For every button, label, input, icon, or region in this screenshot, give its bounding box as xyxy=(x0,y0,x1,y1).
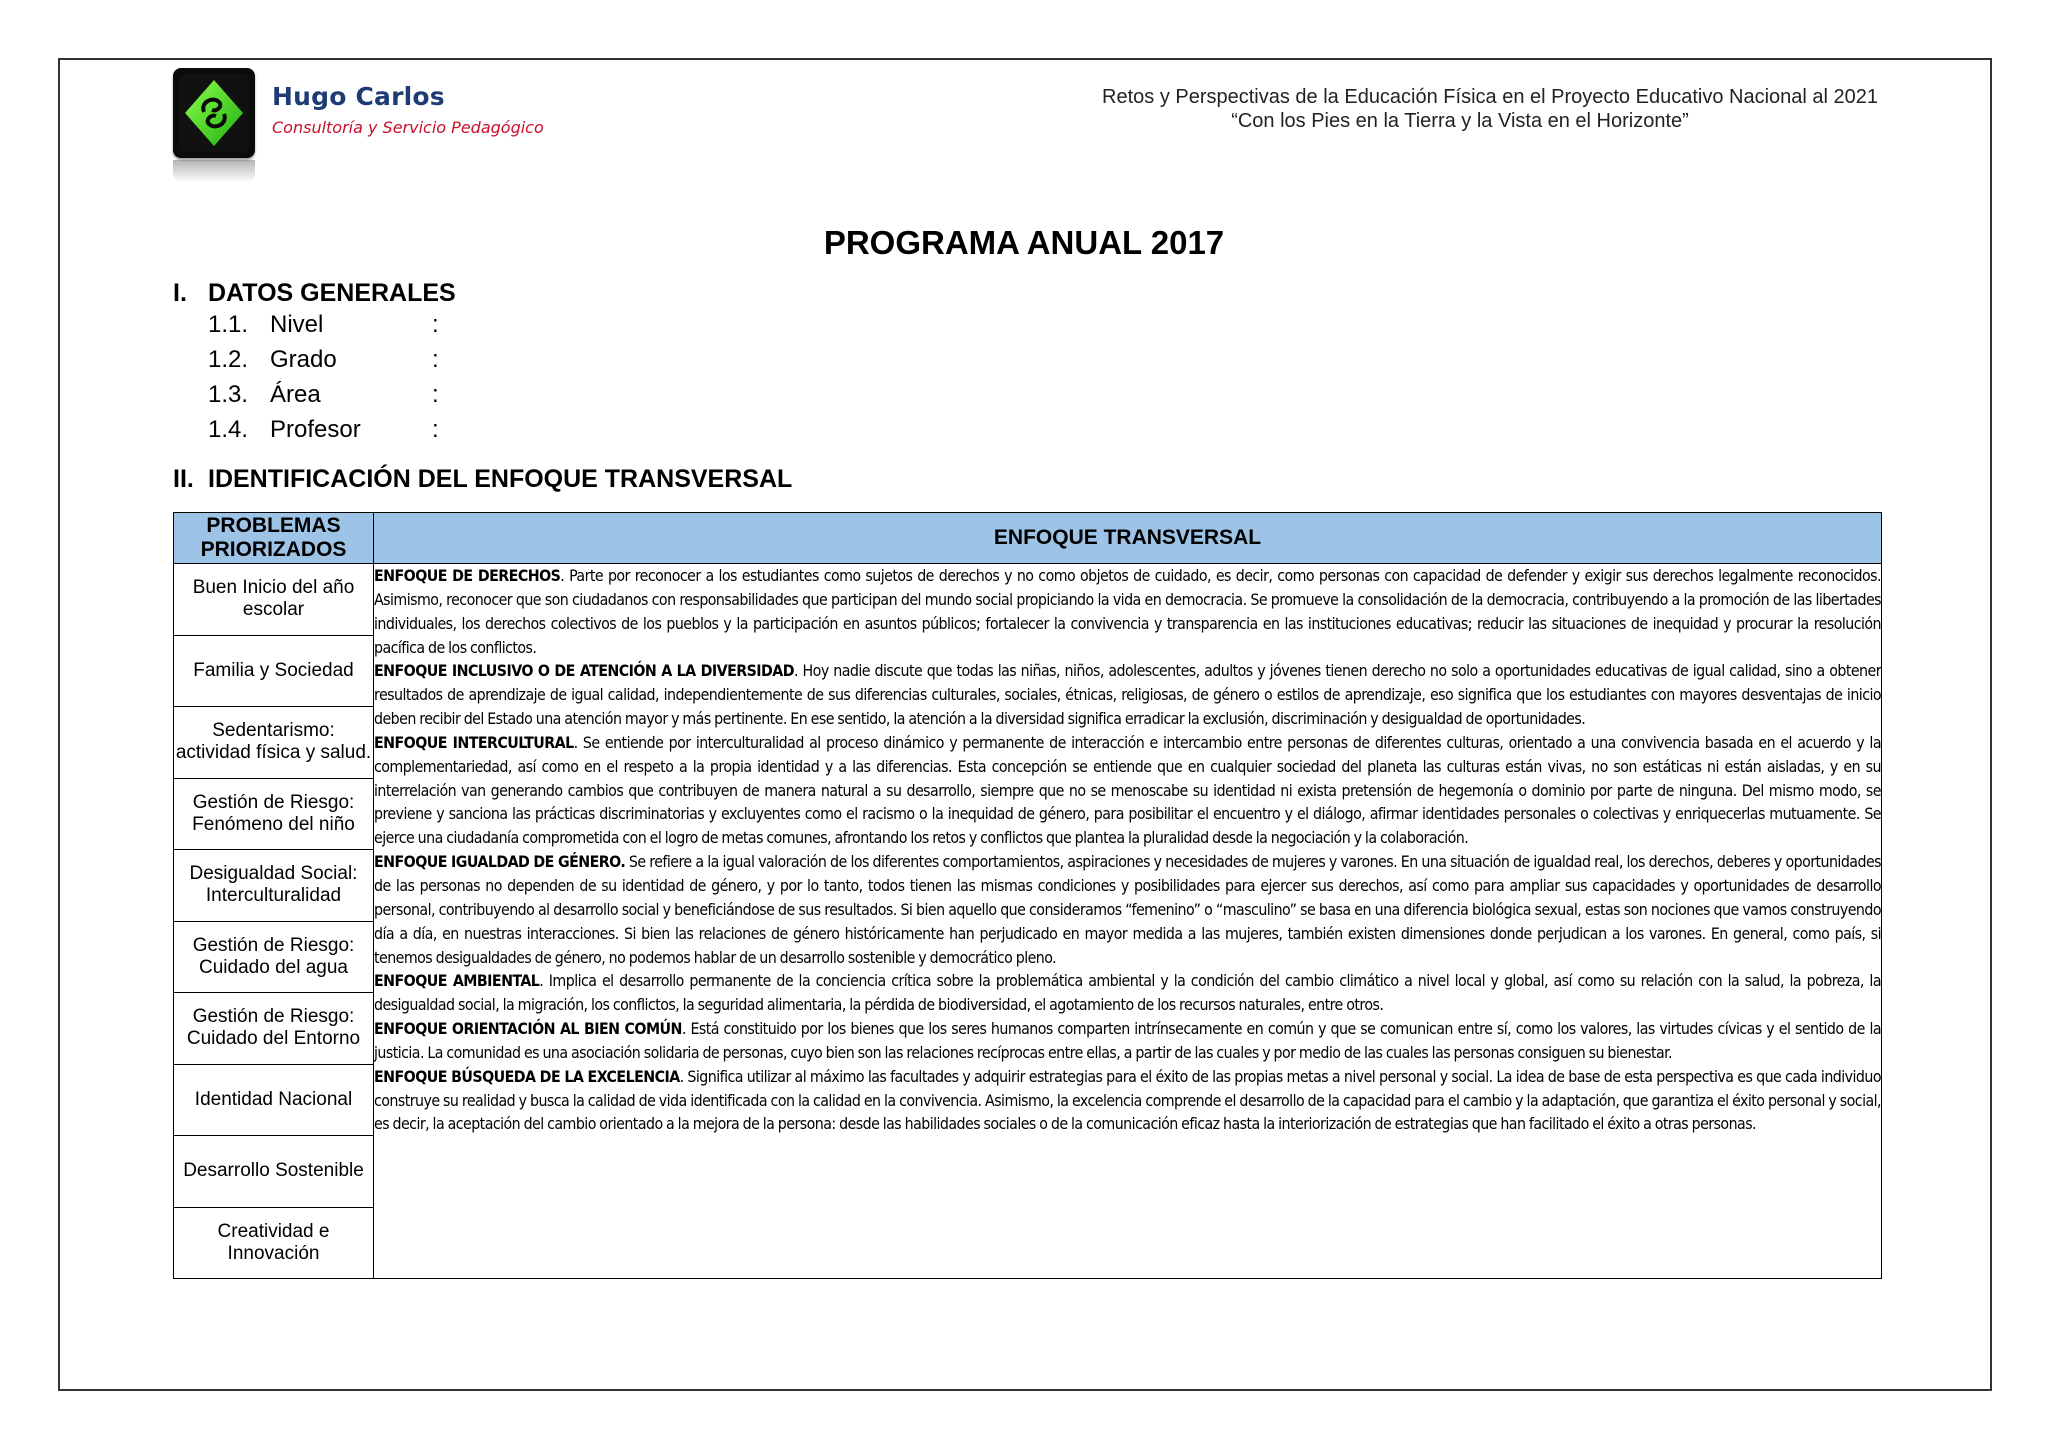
document-title: PROGRAMA ANUAL 2017 xyxy=(823,224,1225,261)
enfoque-title: ENFOQUE AMBIENTAL xyxy=(374,971,540,991)
enfoque-text: . Se entiende por interculturalidad al proceso dinámico y permanente de interacción e intercambio entre personas de diferentes culturas, orientado a una convivencia basada en el acuerdo y la complementariedad, así como en el respeto a la propia identidad y a las diferencias. Esta concepción se entiende que en cualquier sociedad del planeta las culturas están vivas, no son estáticas ni están aisladas, y en su interrelación van generando cambios que contribuyen de manera natural a su desarrollo, siempre que no se menoscabe su identidad ni exista pretensión de hegemonía o dominio por parte de ninguna. Del mismo modo, se previene y sanciona las prácticas discriminatorias y excluyentes como el racismo o la inequidad de género, para posibilitar el encuentro y el diálogo, afirmar identidades personales o colectivas y enriquecerlas mutuamente. Se ejerce una ciudadanía comprometida con el logro de metas comunes, afrontando los retos y conflictos que plantea la pluralidad desde la negociación y la colaboración. xyxy=(374,732,1881,848)
enfoque-paragraph xyxy=(374,850,1881,969)
section-title: DATOS GENERALES xyxy=(208,279,456,307)
enfoque-title: ENFOQUE ORIENTACIÓN AL BIEN COMÚN xyxy=(374,1019,682,1039)
enfoque-paragraph xyxy=(374,969,1881,1017)
problem-cell: Gestión de Riesgo: Cuidado del agua xyxy=(174,921,374,993)
company-logo xyxy=(173,68,255,158)
problem-cell: Identidad Nacional xyxy=(174,1064,374,1136)
field-colon: : xyxy=(432,311,439,338)
section-number: II. xyxy=(173,465,194,493)
field-label: Área xyxy=(270,381,321,408)
field-colon: : xyxy=(432,381,439,408)
field-label: Profesor xyxy=(270,416,361,443)
field-label: Grado xyxy=(270,346,337,373)
enfoques-cell xyxy=(374,564,1882,1279)
table-row xyxy=(174,564,1882,636)
enfoque-paragraph xyxy=(374,659,1881,731)
problem-cell: Familia y Sociedad xyxy=(174,635,374,707)
field-number: 1.3. xyxy=(208,381,249,408)
col-header-enfoque: ENFOQUE TRANSVERSAL xyxy=(374,513,1882,564)
enfoque-title: ENFOQUE DE DERECHOS xyxy=(374,566,561,585)
enfoque-title: ENFOQUE INTERCULTURAL xyxy=(374,732,574,752)
field-number: 1.2. xyxy=(208,346,249,373)
problem-cell: Sedentarismo: actividad física y salud. xyxy=(174,707,374,779)
table-header-row xyxy=(174,513,1882,564)
enfoque-table xyxy=(173,512,1882,1279)
enfoque-paragraph xyxy=(374,1017,1881,1065)
header-title: Retos y Perspectivas de la Educación Física en el Proyecto Educativo Nacional al 2021 xyxy=(1102,86,1878,108)
field-label: Nivel xyxy=(270,311,324,338)
enfoque-paragraph xyxy=(374,564,1881,659)
enfoque-text: Se refiere a la igual valoración de los diferentes comportamientos, aspiraciones y necesidades de mujeres y varones. En una situación de igualdad real, los derechos, deberes y oportunidades de las personas no dependen de su identidad de género, y por lo tanto, todos tienen las mismas condiciones y posibilidades para ejercer sus derechos, así como para ampliar sus capacidades y oportunidades de desarrollo personal, contribuyendo al desarrollo social y beneficiándose de sus resultados. Si bien aquello que consideramos “femenino” o “masculino” se basa en una diferencia biológica sexual, estas son nociones que vamos construyendo día a día, en nuestras interacciones. Si bien las relaciones de género históricamente han perjudicado en mayor medida a las mujeres, también existen dimensiones donde perjudican a los varones. En general, como país, si tenemos desigualdades de género, no podemos hablar de un desarrollo sostenible y democrático pleno. xyxy=(374,852,1881,967)
logo-emblem-icon xyxy=(173,68,255,158)
enfoque-text: . Significa utilizar al máximo las facultades y adquirir estrategias para el éxito de las propias metas a nivel personal y social. La idea de base de esta perspectiva es que cada individuo construye su realidad y busca la calidad de vida identificada con la calidad en la convivencia. Asimismo, la excelencia comprende el desarrollo de la capacidad para el cambio y la adaptación, que garantiza el éxito personal y social, es decir, la aceptación del cambio orientado a la mejora de la persona: desde las habilidades sociales o de la comunicación eficaz hasta la interiorización de estrategias que han facilitado el éxito a otras personas. xyxy=(374,1066,1881,1134)
problem-cell: Buen Inicio del año escolar xyxy=(174,564,374,636)
section-title: IDENTIFICACIÓN DEL ENFOQUE TRANSVERSAL xyxy=(208,465,793,493)
problem-cell: Desarrollo Sostenible xyxy=(174,1136,374,1208)
enfoque-text: . Está constituido por los bienes que los seres humanos comparten intrínsecamente en común y que se comunican entre sí, como los valores, las virtudes cívicas y el sentido de la justicia. La comunidad es una asociación solidaria de personas, cuyo bien son las relaciones recíprocas entre ellas, a partir de las cuales y por medio de las cuales las personas consiguen su bienestar. xyxy=(374,1019,1881,1062)
field-colon: : xyxy=(432,346,439,373)
enfoque-title: ENFOQUE BÚSQUEDA DE LA EXCELENCIA xyxy=(374,1066,680,1086)
field-number: 1.4. xyxy=(208,416,249,443)
brand-name: Hugo Carlos xyxy=(272,82,445,111)
enfoque-title: ENFOQUE INCLUSIVO O DE ATENCIÓN A LA DIVERSIDAD xyxy=(374,661,794,681)
logo-reflection xyxy=(173,160,255,182)
problem-cell: Desigualdad Social: Interculturalidad xyxy=(174,850,374,922)
section-number: I. xyxy=(173,279,187,307)
enfoque-text: . Parte por reconocer a los estudiantes como sujetos de derechos y no como objetos de cuidado, es decir, como personas con capacidad de defender y exigir sus derechos legalmente reconocidos. Asimismo, reconocer que son ciudadanos con responsabilidades que participan del mundo social propiciando la vida en democracia. Se promueve la consolidación de la democracia, contribuyendo a la promoción de las libertades individuales, los derechos colectivos de los pueblos y la participación en asuntos públicos; fortalecer la convivencia y transparencia en las instituciones educativas; reducir las situaciones de inequidad y procurar la resolución pacífica de los conflictos. xyxy=(374,566,1881,657)
enfoque-title: ENFOQUE IGUALDAD DE GÉNERO. xyxy=(374,852,626,872)
enfoque-text: . Implica el desarrollo permanente de la conciencia crítica sobre la problemática ambiental y la condición del cambio climático a nivel local y global, así como su relación con la salud, la pobreza, la desigualdad social, la migración, los conflictos, la seguridad alimentaria, la pérdida de biodiversidad, el agotamiento de los recursos naturales, entre otros. xyxy=(374,971,1881,1015)
field-colon: : xyxy=(432,416,439,443)
header-motto: “Con los Pies en la Tierra y la Vista en el Horizonte” xyxy=(1231,110,1689,132)
problem-cell: Gestión de Riesgo: Cuidado del Entorno xyxy=(174,993,374,1065)
enfoque-paragraph xyxy=(374,731,1881,850)
enfoque-text: . Hoy nadie discute que todas las niñas, niños, adolescentes, adultos y jóvenes tienen derecho no solo a oportunidades educativas de igual calidad, sino a obtener resultados de aprendizaje de igual calidad, independientemente de sus diferencias culturales, sociales, étnicas, religiosas, de género o estilos de aprendizaje, eso significa que los estudiantes con mayores desventajas de inicio deben recibir del Estado una atención mayor y más pertinente. En ese sentido, la atención a la diversidad significa erradicar la exclusión, discriminación y desigualdad de oportunidades. xyxy=(374,661,1881,729)
problem-cell: Gestión de Riesgo: Fenómeno del niño xyxy=(174,778,374,850)
col-header-problemas: PROBLEMAS PRIORIZADOS xyxy=(174,513,374,564)
section-datos-generales xyxy=(173,279,456,308)
section-enfoque-transversal xyxy=(173,465,792,494)
brand-tagline: Consultoría y Servicio Pedagógico xyxy=(272,118,544,137)
enfoque-paragraph xyxy=(374,1065,1881,1137)
problem-cell: Creatividad e Innovación xyxy=(174,1207,374,1279)
field-number: 1.1. xyxy=(208,311,249,338)
